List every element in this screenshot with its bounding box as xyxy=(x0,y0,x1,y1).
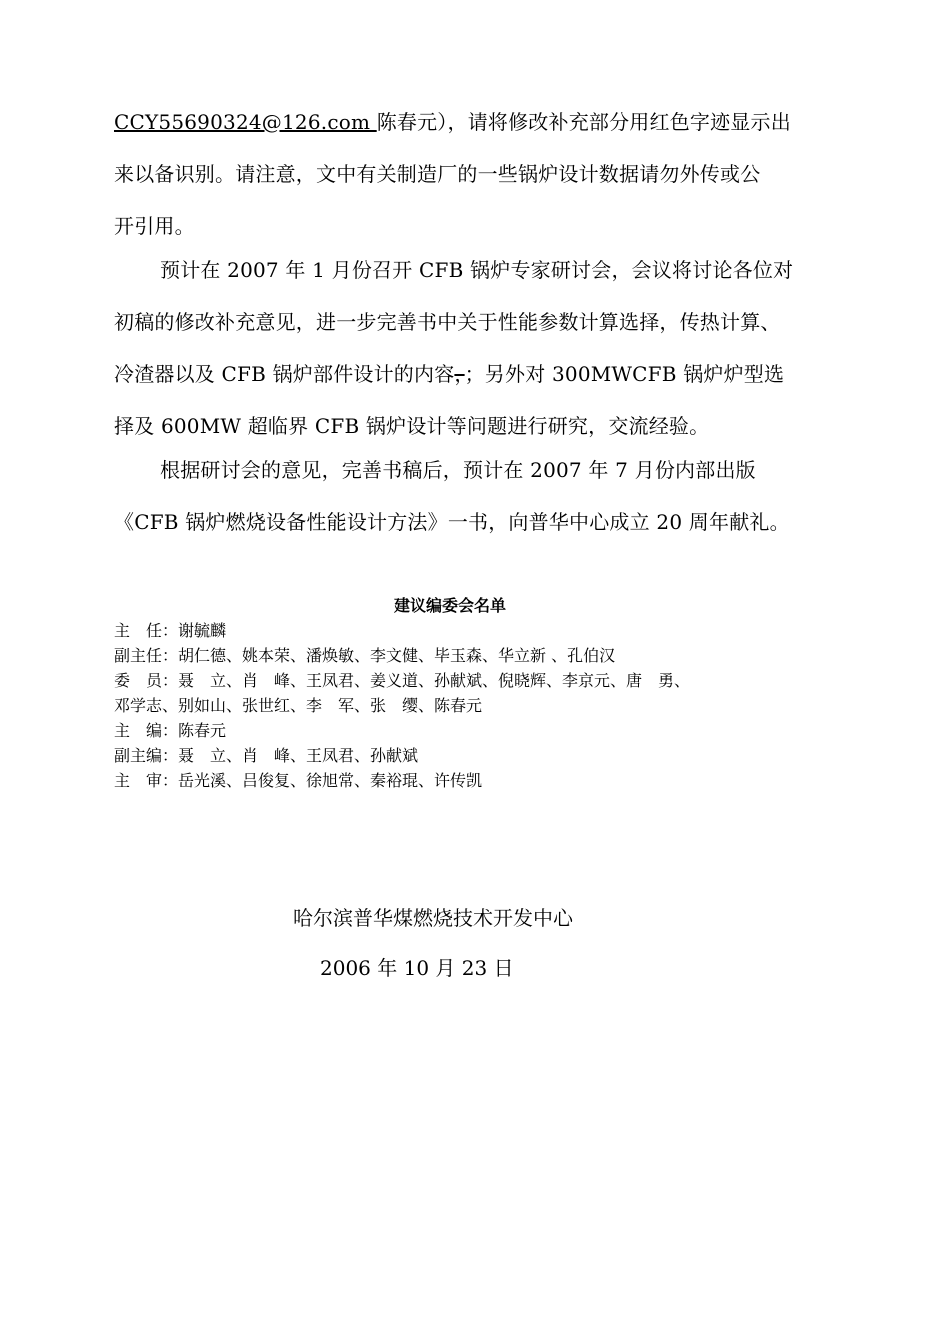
paragraph-line: 根据研讨会的意见，完善书稿后，预计在 2007 年 7 月份内部出版 xyxy=(160,458,756,482)
committee-row: 副主编：聂 立、肖 峰、王凤君、孙献斌 xyxy=(114,746,419,765)
committee-row: 委 员：聂 立、肖 峰、王凤君、姜义道、孙献斌、倪晓辉、李京元、唐 勇、 xyxy=(114,671,691,690)
signature-organization: 哈尔滨普华煤燃烧技术开发中心 xyxy=(293,906,573,930)
line-text: 陈春元），请将修改补充部分用红色字迹显示出 xyxy=(376,110,791,134)
committee-row: 副主任：胡仁德、姚本荣、潘焕敏、李文健、毕玉森、华立新 、孔伯汉 xyxy=(114,646,616,665)
line-text: ；另外对 300MWCFB 锅炉炉型选 xyxy=(464,362,785,386)
paragraph-publication-plan xyxy=(114,444,844,548)
paragraph-line: 开引用。 xyxy=(114,214,195,238)
paragraph-seminar-plan xyxy=(114,244,844,452)
committee-row: 主 审：岳光溪、吕俊复、徐旭常、秦裕琨、许传凯 xyxy=(114,771,483,790)
paragraph-feedback-instructions xyxy=(114,96,844,252)
struck-punctuation: ， xyxy=(454,362,465,386)
paragraph-line: 预计在 2007 年 1 月份召开 CFB 锅炉专家研讨会，会议将讨论各位对 xyxy=(160,258,794,282)
committee-row: 主 编：陈春元 xyxy=(114,721,227,740)
committee-row: 主 任：谢毓麟 xyxy=(114,621,227,640)
paragraph-line: 择及 600MW 超临界 CFB 锅炉设计等问题进行研究，交流经验。 xyxy=(114,414,710,438)
paragraph-line: 来以备识别。请注意，文中有关制造厂的一些锅炉设计数据请勿外传或公 xyxy=(114,162,761,186)
paragraph-line xyxy=(114,96,844,148)
paragraph-line: 《CFB 锅炉燃烧设备性能设计方法》一书，向普华中心成立 20 周年献礼。 xyxy=(114,510,790,534)
signature-date: 2006 年 10 月 23 日 xyxy=(320,956,514,980)
committee-row: 邓学志、别如山、张世红、李 军、张 缨、陈春元 xyxy=(114,696,483,715)
email-link[interactable]: CCY55690324@126.com xyxy=(114,110,377,134)
line-text: 冷渣器以及 CFB 锅炉部件设计的内容 xyxy=(114,362,455,386)
paragraph-line xyxy=(114,348,844,400)
paragraph-line: 初稿的修改补充意见，进一步完善书中关于性能参数计算选择，传热计算、 xyxy=(114,310,781,334)
committee-title: 建议编委会名单 xyxy=(393,596,506,615)
committee-list xyxy=(114,618,874,793)
